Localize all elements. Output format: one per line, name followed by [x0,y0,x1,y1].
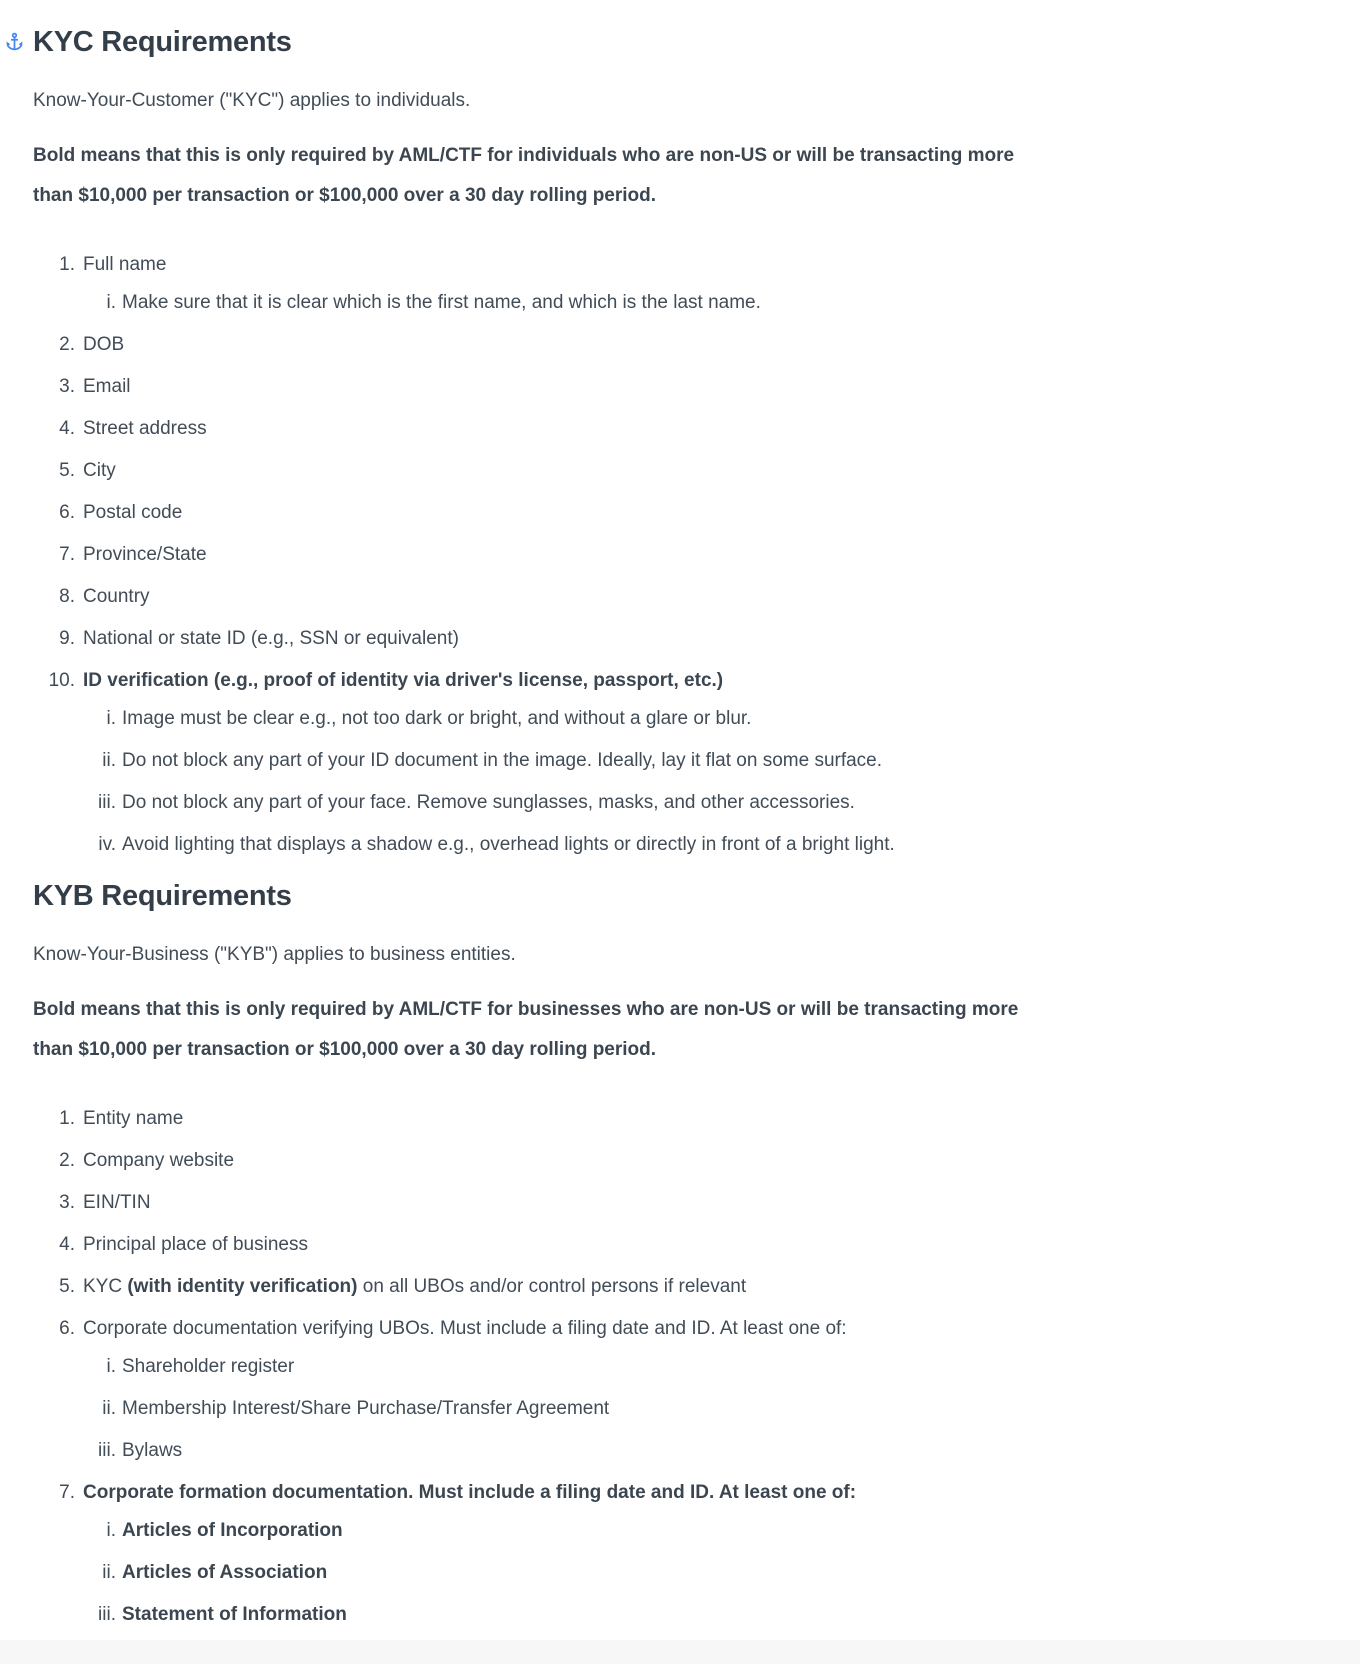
list-marker: iii. [98,1440,116,1461]
list-item [33,416,1280,442]
list-item-text: Membership Interest/Share Purchase/Transfer Agreement [122,1398,610,1419]
list-item-text: ID verification (e.g., proof of identity via driver's license, passport, etc.) [83,670,724,691]
list-marker: 8. [59,586,75,607]
sub-list [83,1518,1280,1628]
list-item-text: Avoid lighting that displays a shadow e.g., overhead lights or directly in front of a bright light. [122,834,895,855]
list-marker: 2. [59,1150,75,1171]
sub-list-item [83,290,1280,316]
list-item-text: Corporate formation documentation. Must include a filing date and ID. At least one of: [83,1482,857,1503]
bold-note [33,136,1280,216]
list-marker: 7. [59,1482,75,1503]
list-marker: 1. [59,1108,75,1129]
list-item-text: DOB [83,334,125,355]
list-marker: 9. [59,628,75,649]
list-marker: i. [106,708,116,729]
list-item-text: Company website [83,1150,235,1171]
list-marker: i. [106,1356,116,1377]
list-marker: 4. [59,1234,75,1255]
list-item-text: KYC (with identity verification) on all UBOs and/or control persons if relevant [83,1276,747,1297]
list-item-text: Full name [83,254,167,275]
list-marker: 1. [59,254,75,275]
list-item-text: Province/State [83,544,207,565]
list-marker: iii. [98,1604,116,1625]
list-item-text: Entity name [83,1108,184,1129]
list-item [33,458,1280,484]
section-title: KYC Requirements [33,26,292,58]
list-item [33,668,1280,858]
list-marker: 6. [59,1318,75,1339]
list-marker: i. [106,1520,116,1541]
list-item-text: Shareholder register [122,1356,295,1377]
sub-list-item [83,1518,1280,1544]
intro-paragraph: Know-Your-Business ("KYB") applies to business entities. [33,944,516,965]
list-item-text: Articles of Incorporation [122,1520,343,1541]
list-item-text: Statement of Information [122,1604,347,1625]
note-line: than $10,000 per transaction or $100,000 over a 30 day rolling period. [33,1039,657,1060]
sub-list-item [83,1354,1280,1380]
sub-list [83,706,1280,858]
sub-list-item [83,832,1280,858]
sub-list-item [83,1396,1280,1422]
list-marker: iii. [98,792,116,813]
list-item-text: Principal place of business [83,1234,308,1255]
list-item [33,1232,1280,1258]
list-marker: 7. [59,544,75,565]
list-item [33,252,1280,316]
list-marker: 4. [59,418,75,439]
sub-list [83,290,1280,316]
list-item-text: Street address [83,418,207,439]
list-item-text: Corporate documentation verifying UBOs. Must include a filing date and ID. At least one of: [83,1318,847,1339]
list-marker: 5. [59,460,75,481]
sub-list-item [83,1438,1280,1464]
list-item [33,332,1280,358]
list-item-text: National or state ID (e.g., SSN or equivalent) [83,628,459,649]
sub-list-item [83,790,1280,816]
list-item [33,1274,1280,1300]
list-item [33,1106,1280,1132]
list-item-text: Image must be clear e.g., not too dark or bright, and without a glare or blur. [122,708,752,729]
sub-list-item [83,1560,1280,1586]
list-marker: 3. [59,1192,75,1213]
list-marker: i. [106,292,116,313]
list-item-text: Articles of Association [122,1562,328,1583]
sub-list [83,1354,1280,1464]
list-marker: iv. [98,834,116,855]
list-marker: ii. [102,1398,116,1419]
list-marker: 2. [59,334,75,355]
list-item [33,626,1280,652]
list-marker: ii. [102,750,116,771]
list-item-text: Postal code [83,502,183,523]
note-line: than $10,000 per transaction or $100,000 over a 30 day rolling period. [33,185,657,206]
list-item-text: Bylaws [122,1440,183,1461]
bottom-strip [0,1640,1360,1664]
list-item-text: EIN/TIN [83,1192,151,1213]
list-marker: ii. [102,1562,116,1583]
list-item [33,1316,1280,1464]
list-item-text: Email [83,376,131,397]
sub-list-item [83,748,1280,774]
kyc-list [33,252,1280,858]
bold-note [33,990,1280,1070]
list-marker: 3. [59,376,75,397]
list-marker: 6. [59,502,75,523]
anchor-icon[interactable] [4,31,25,52]
note-line: Bold means that this is only required by AML/CTF for businesses who are non-US or will be transacting more [33,999,1019,1020]
list-item [33,1148,1280,1174]
list-item-text: Country [83,586,150,607]
note-line: Bold means that this is only required by AML/CTF for individuals who are non-US or will be transacting more [33,145,1015,166]
section-heading-kyc [33,24,1280,61]
list-item [33,584,1280,610]
list-item [33,500,1280,526]
list-item-text: Do not block any part of your ID document in the image. Ideally, lay it flat on some surface. [122,750,883,771]
list-item [33,542,1280,568]
kyb-list [33,1106,1280,1628]
section-title: KYB Requirements [33,880,292,912]
list-marker: 5. [59,1276,75,1297]
list-item [33,1190,1280,1216]
list-marker: 10. [48,670,75,691]
list-item-text: Do not block any part of your face. Remove sunglasses, masks, and other accessories. [122,792,855,813]
sub-list-item [83,1602,1280,1628]
section-kyb [33,878,1280,1628]
list-item-text: Make sure that it is clear which is the first name, and which is the last name. [122,292,761,313]
list-item [33,374,1280,400]
section-kyc [33,24,1280,858]
sub-list-item [83,706,1280,732]
list-item [33,1480,1280,1628]
section-heading-kyb [33,878,1280,915]
list-item-text: City [83,460,116,481]
intro-paragraph: Know-Your-Customer ("KYC") applies to individuals. [33,90,471,111]
